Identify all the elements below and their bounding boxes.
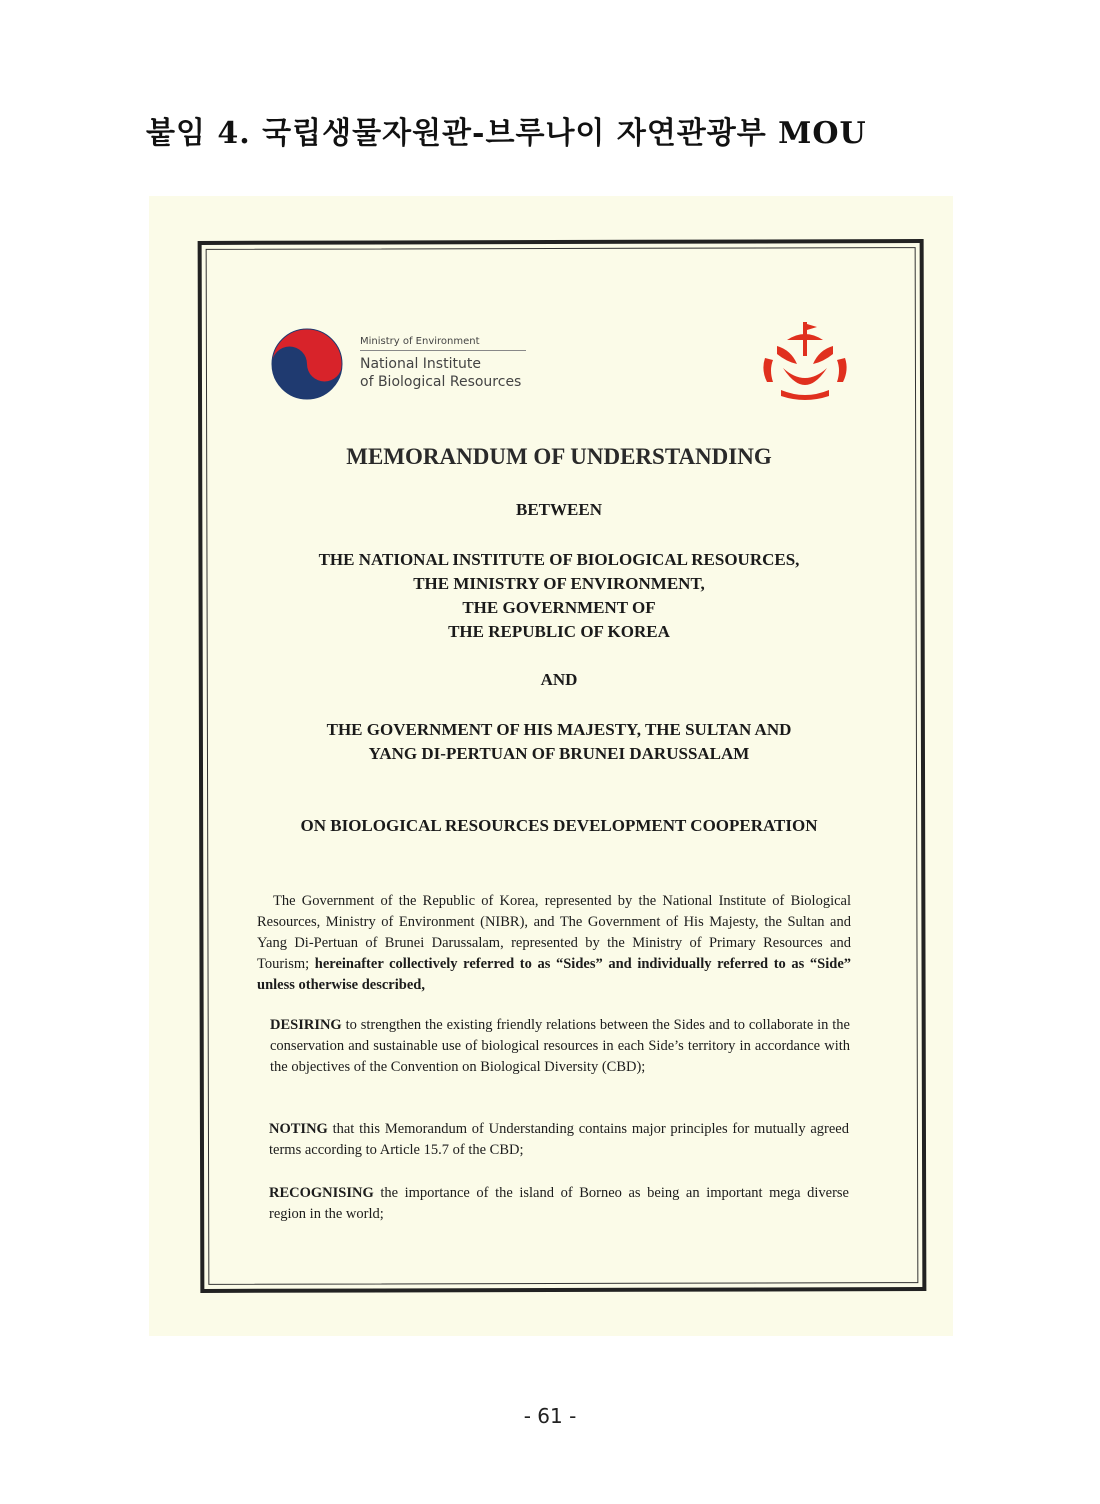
nibr-ministry-label: Ministry of Environment <box>360 336 526 351</box>
mou-subject: ON BIOLOGICAL RESOURCES DEVELOPMENT COOPERATION <box>300 816 818 835</box>
noting-keyword: NOTING <box>269 1120 328 1137</box>
recognising-keyword: RECOGNISING <box>269 1184 374 1201</box>
mou-title: MEMORANDUM OF UNDERSTANDING <box>346 444 772 469</box>
desiring-paragraph <box>270 1015 850 1078</box>
recognising-paragraph <box>269 1183 849 1225</box>
desiring-keyword: DESIRING <box>270 1016 342 1033</box>
nibr-name-line1: National Institute <box>360 356 481 372</box>
between-label: BETWEEN <box>516 500 602 519</box>
party-korea-line: THE REPUBLIC OF KOREA <box>448 622 670 641</box>
nibr-logo-icon <box>269 326 345 402</box>
scanned-mou-page <box>149 196 953 1336</box>
recognising-text: the importance of the island of Borneo as being an important mega diverse region in the world; <box>269 1184 849 1222</box>
intro-paragraph <box>257 891 851 996</box>
page-heading: 붙임 4. 국립생물자원관-브루나이 자연관광부 MOU <box>146 116 867 151</box>
party-korea-line: THE MINISTRY OF ENVIRONMENT, <box>413 574 705 593</box>
party-korea-line: THE NATIONAL INSTITUTE OF BIOLOGICAL RESOURCES, <box>318 550 800 569</box>
brunei-crest-icon <box>757 320 853 402</box>
noting-text: that this Memorandum of Understanding contains major principles for mutually agreed terms according to Article 15.7 of the CBD; <box>269 1120 849 1158</box>
nibr-name-line2: of Biological Resources <box>360 374 522 390</box>
noting-paragraph <box>269 1119 849 1161</box>
desiring-text: to strengthen the existing friendly relations between the Sides and to collaborate in the conservation and sustainable use of biological resources in each Side’s territory in accordance with the objectives of the Convention on Biological Diversity (CBD); <box>270 1016 850 1075</box>
party-brunei-line: YANG DI-PERTUAN OF BRUNEI DARUSSALAM <box>368 744 750 763</box>
intro-text: The Government of the Republic of Korea, represented by the National Institute of Biological Resources, Ministry of Environment (NIBR), and The Government of His Majesty, the Sultan and Yang Di-Pertuan of Brunei Darussalam, represented by the Ministry of Primary Resources and Tourism; <box>257 892 851 972</box>
party-brunei <box>209 718 909 766</box>
party-korea <box>209 548 909 644</box>
party-korea-line: THE GOVERNMENT OF <box>462 598 656 617</box>
page-number: - 61 - <box>523 1404 577 1428</box>
party-brunei-line: THE GOVERNMENT OF HIS MAJESTY, THE SULTAN AND <box>326 720 792 739</box>
and-label: AND <box>540 670 578 689</box>
nibr-wordmark <box>360 336 526 391</box>
intro-emphasis: hereinafter collectively referred to as “Sides” and individually referred to as “Side” unless otherwise described, <box>257 955 852 993</box>
mou-document <box>149 196 953 1336</box>
